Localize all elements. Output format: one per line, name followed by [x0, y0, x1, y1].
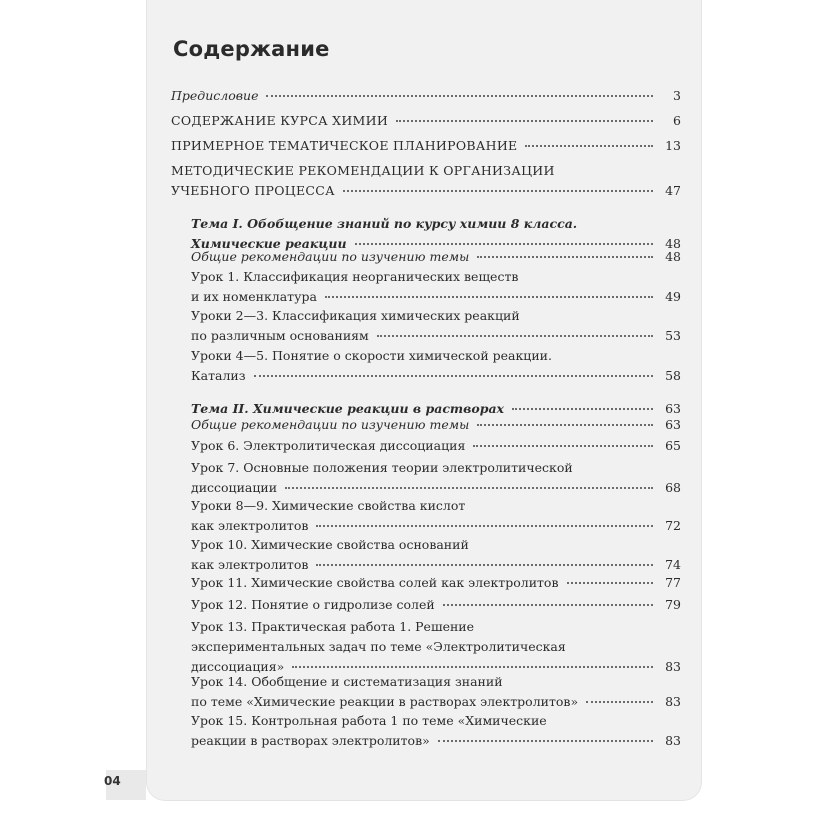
toc-page-number: 47 — [665, 183, 681, 198]
toc-entry — [191, 306, 681, 346]
dot-leader — [292, 665, 653, 668]
toc-entry-line: диссоциации — [191, 480, 278, 495]
dot-leader — [512, 407, 653, 410]
toc-page-number: 83 — [665, 659, 681, 674]
toc-entry-line: Урок 10. Химические свойства оснований — [191, 537, 469, 552]
toc-entry — [171, 161, 681, 201]
toc-entry-line: реакции в растворах электролитов» — [191, 733, 430, 748]
toc-page-number: 74 — [665, 557, 681, 572]
toc-entry-line: Урок 14. Обобщение и систематизация знаний — [191, 674, 503, 689]
dot-leader — [525, 144, 653, 147]
toc-entry-line: ПРИМЕРНОЕ ТЕМАТИЧЕСКОЕ ПЛАНИРОВАНИЕ — [171, 138, 518, 153]
dot-leader — [355, 242, 653, 245]
toc-entry-line: Уроки 8—9. Химические свойства кислот — [191, 498, 466, 513]
dot-leader — [443, 603, 653, 606]
toc-page-number: 72 — [665, 518, 681, 533]
dot-leader — [438, 739, 653, 742]
toc-entry — [191, 573, 681, 593]
toc-entry — [191, 436, 681, 456]
toc-entry-line: Предисловие — [171, 88, 259, 103]
dot-leader — [377, 334, 653, 337]
dot-leader — [266, 94, 653, 97]
toc-entry-line: Урок 15. Контрольная работа 1 по теме «Химические — [191, 713, 547, 728]
toc-page-number: 58 — [665, 368, 681, 383]
toc-page-number: 63 — [665, 401, 681, 416]
toc-entry — [171, 111, 681, 131]
dot-leader — [316, 563, 653, 566]
toc-entry-line: Урок 11. Химические свойства солей как электролитов — [191, 575, 559, 590]
toc-entry-line: по теме «Химические реакции в растворах электролитов» — [191, 694, 579, 709]
toc-entry-line: как электролитов — [191, 557, 309, 572]
toc-page-number: 65 — [665, 438, 681, 453]
toc-entry — [191, 415, 681, 435]
toc-entry-line: Катализ — [191, 368, 246, 383]
toc-entry-line: Урок 12. Понятие о гидролизе солей — [191, 597, 435, 612]
toc-entry-line: Уроки 2—3. Классификация химических реакций — [191, 308, 520, 323]
toc-entry-line: Общие рекомендации по изучению темы — [191, 249, 470, 264]
toc-entry-line: по различным основаниям — [191, 328, 369, 343]
toc-entry-line: как электролитов — [191, 518, 309, 533]
toc-entry-line: Общие рекомендации по изучению темы — [191, 417, 470, 432]
toc-entry-line: Урок 13. Практическая работа 1. Решение — [191, 619, 475, 634]
dot-leader — [325, 295, 653, 298]
toc-entry-line: Тема I. Обобщение знаний по курсу химии 8 класса. — [191, 216, 578, 231]
toc-entry-line: и их номенклатура — [191, 289, 317, 304]
toc-entry-line: СОДЕРЖАНИЕ КУРСА ХИМИИ — [171, 113, 389, 128]
toc-entry — [191, 247, 681, 267]
toc-entry-line: экспериментальных задач по теме «Электролитическая — [191, 639, 566, 654]
page-number: 04 — [104, 774, 121, 788]
toc-entry — [191, 267, 681, 307]
toc-page-number: 48 — [665, 249, 681, 264]
toc-page-number: 3 — [673, 88, 681, 103]
dot-leader — [343, 189, 653, 192]
dot-leader — [586, 700, 653, 703]
toc-entry-line: Уроки 4—5. Понятие о скорости химической реакции. — [191, 348, 552, 363]
toc-page-number: 77 — [665, 575, 681, 590]
toc-entry — [191, 496, 681, 536]
toc-entry — [191, 672, 681, 712]
toc-page-number: 68 — [665, 480, 681, 495]
toc-entry-line: Урок 1. Классификация неорганических веществ — [191, 269, 519, 284]
toc-entry — [171, 136, 681, 156]
dot-leader — [473, 444, 653, 447]
toc-entry — [191, 595, 681, 615]
dot-leader — [285, 486, 653, 489]
dot-leader — [316, 524, 653, 527]
toc-page-number: 53 — [665, 328, 681, 343]
toc-entry-line: Урок 6. Электролитическая диссоциация — [191, 438, 466, 453]
toc-page-number: 13 — [665, 138, 681, 153]
toc-entry-line: диссоциация» — [191, 659, 285, 674]
dot-leader — [567, 581, 654, 584]
toc-entry-line: Тема II. Химические реакции в растворах — [191, 401, 504, 416]
toc-entry — [171, 86, 681, 106]
dot-leader — [254, 374, 653, 377]
toc-page-number: 6 — [673, 113, 681, 128]
toc-entry-line: Химические реакции — [191, 236, 347, 251]
toc-page-number: 79 — [665, 597, 681, 612]
toc-entry — [191, 346, 681, 386]
toc-entry — [191, 711, 681, 751]
toc-page-number: 63 — [665, 417, 681, 432]
toc-entry — [191, 535, 681, 575]
toc-page-number: 83 — [665, 733, 681, 748]
toc-entry — [191, 617, 681, 677]
toc-entry — [191, 458, 681, 498]
toc-entry-line: УЧЕБНОГО ПРОЦЕССА — [171, 183, 335, 198]
toc-page-number: 83 — [665, 694, 681, 709]
toc-entry-line: МЕТОДИЧЕСКИЕ РЕКОМЕНДАЦИИ К ОРГАНИЗАЦИИ — [171, 163, 555, 178]
toc-entry-line: Урок 7. Основные положения теории электролитической — [191, 460, 573, 475]
dot-leader — [396, 119, 653, 122]
dot-leader — [477, 255, 653, 258]
dot-leader — [477, 423, 653, 426]
page-title: Содержание — [173, 37, 330, 61]
toc-page-number: 49 — [665, 289, 681, 304]
toc-page-number: 48 — [665, 236, 681, 251]
